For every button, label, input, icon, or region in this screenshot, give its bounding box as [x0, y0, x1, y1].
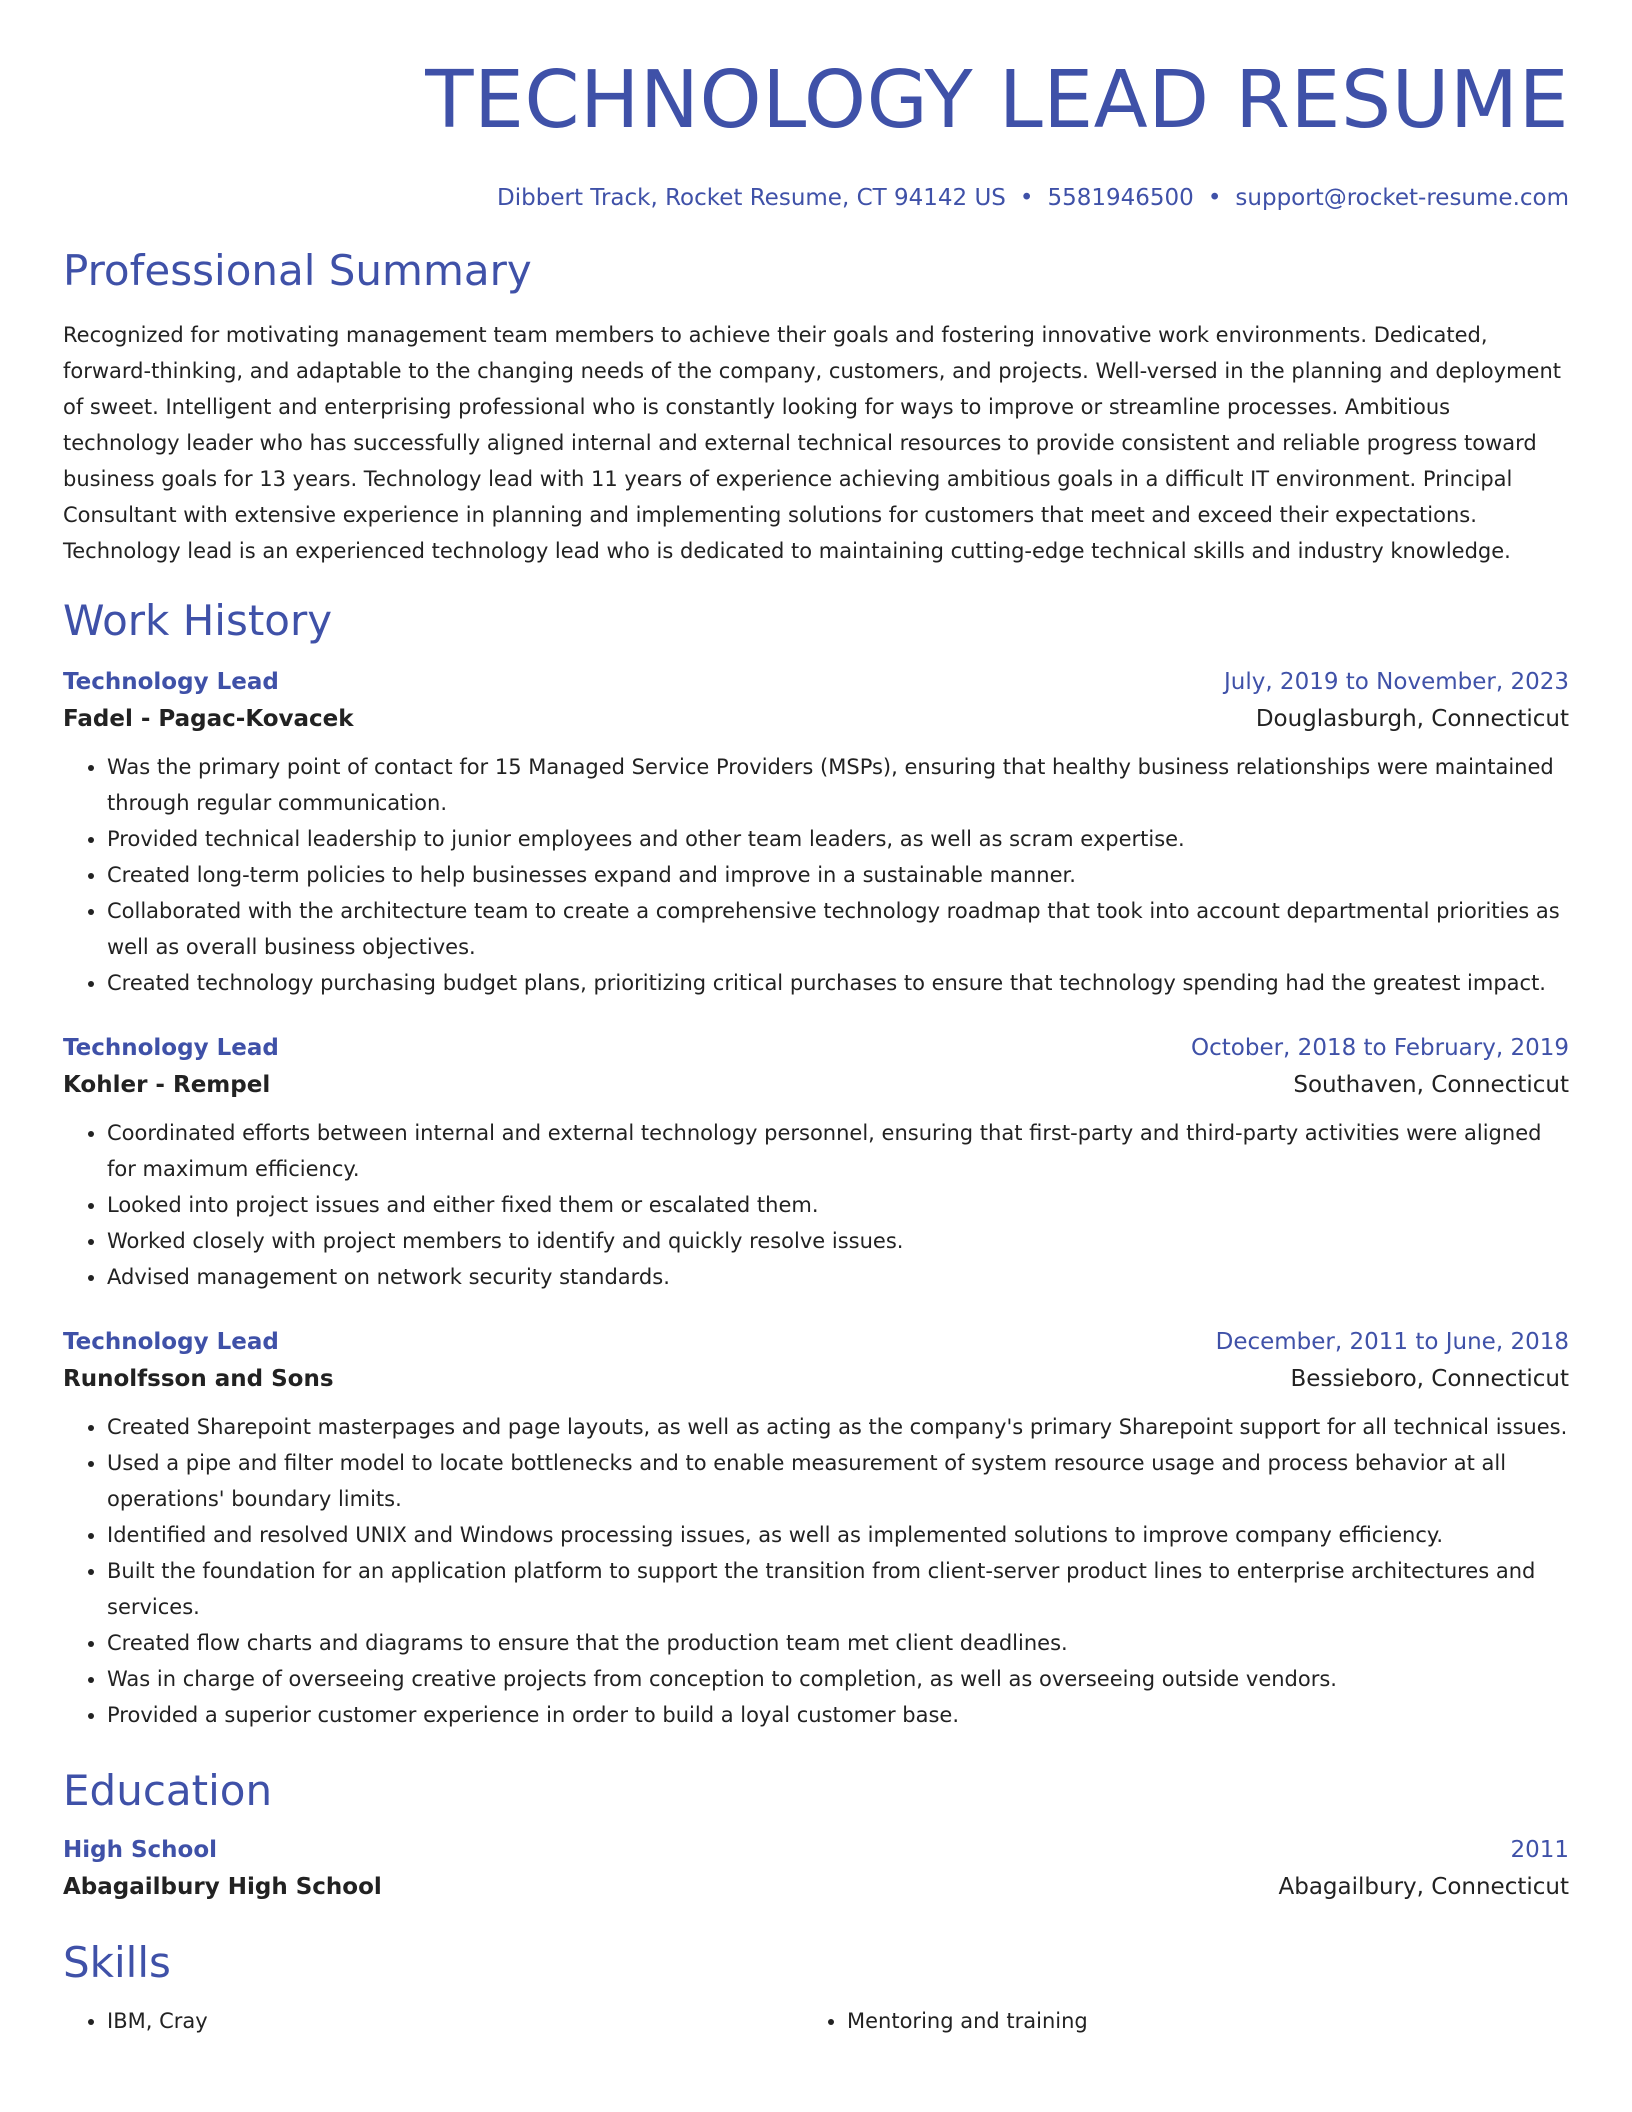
work-history-list: [63, 665, 1569, 1733]
work-history-heading: Work History: [63, 596, 333, 645]
skills-heading: Skills: [63, 1938, 171, 1987]
job-bullet: • Worked closely with project members to identify and quickly resolve issues.: [107, 1223, 1569, 1259]
job-title: Technology Lead: [63, 1329, 279, 1355]
education-year: 2011: [1510, 1837, 1569, 1863]
skills-list: [63, 2003, 1569, 2039]
job-bullet: • Provided technical leadership to junior employees and other team leaders, as well as scram expertise.: [107, 821, 1569, 857]
job-company: Fadel - Pagac-Kovacek: [63, 706, 354, 732]
contact-separator: •: [1019, 185, 1034, 211]
contact-separator: •: [1207, 185, 1222, 211]
job-bullet: • Coordinated efforts between internal and external technology personnel, ensuring that first-party and third-party activities were aligned for maximum efficiency.: [107, 1115, 1569, 1187]
job-location: Douglasburgh, Connecticut: [1255, 706, 1569, 732]
job-title: Technology Lead: [63, 669, 279, 695]
summary-heading: Professional Summary: [63, 246, 532, 295]
job-bullet: • Used a pipe and filter model to locate bottlenecks and to enable measurement of system resource usage and process behavior at all operations' boundary limits.: [107, 1445, 1569, 1517]
education-degree: High School: [63, 1837, 218, 1863]
contact-line: [63, 183, 1569, 213]
contact-email: support@rocket-resume.com: [1235, 185, 1569, 211]
job-bullet: • Collaborated with the architecture team to create a comprehensive technology roadmap that took into account departmental priorities as well as overall business objectives.: [107, 893, 1569, 965]
job-bullet-list: [63, 1115, 1569, 1295]
job-bullet: • Looked into project issues and either fixed them or escalated them.: [107, 1187, 1569, 1223]
job-bullet: • Created technology purchasing budget plans, prioritizing critical purchases to ensure that technology spending had the greatest impact.: [107, 965, 1569, 1001]
contact-phone: 5581946500: [1047, 185, 1194, 211]
job-bullet: • Created long-term policies to help businesses expand and improve in a sustainable manner.: [107, 857, 1569, 893]
resume-name: TECHNOLOGY LEAD RESUME: [425, 54, 1569, 146]
job-bullet-list: [63, 749, 1569, 1001]
job-bullet: • Created Sharepoint masterpages and page layouts, as well as acting as the company's primary Sharepoint support for all technical issues.: [107, 1409, 1569, 1445]
education-heading: Education: [63, 1766, 273, 1815]
job-title: Technology Lead: [63, 1035, 279, 1061]
job-bullet: • Provided a superior customer experience in order to build a loyal customer base.: [107, 1697, 1569, 1733]
job-company: Runolfsson and Sons: [63, 1366, 334, 1392]
skill-item: • Mentoring and training: [847, 2003, 1543, 2039]
job-bullet: • Was the primary point of contact for 15 Managed Service Providers (MSPs), ensuring that healthy business relationships were maintained through regular communication.: [107, 749, 1569, 821]
education-entry: [63, 1833, 1569, 1907]
job-company: Kohler - Rempel: [63, 1072, 271, 1098]
job-dates: December, 2011 to June, 2018: [1215, 1329, 1569, 1355]
job-dates: October, 2018 to February, 2019: [1191, 1035, 1569, 1061]
job-location: Bessieboro, Connecticut: [1290, 1366, 1569, 1392]
job-entry: [63, 1325, 1569, 1733]
job-entry: [63, 665, 1569, 1001]
job-dates: July, 2019 to November, 2023: [1223, 669, 1569, 695]
education-school: Abagailbury High School: [63, 1874, 382, 1900]
summary-text: Recognized for motivating management team members to achieve their goals and fostering innovative work environments. Dedicated, forward-thinking, and adaptable to the changing needs of the company, customers, and projects. Well-versed in the planning and deployment of sweet. Intelligent and enterprising professional who is constantly looking for ways to improve or streamline processes. Ambitious technology leader who has successfully aligned internal and external technical resources to provide consistent and reliable progress toward business goals for 13 years. Technology lead with 11 years of experience achieving ambitious goals in a difficult IT environment. Principal Consultant with extensive experience in planning and implementing solutions for customers that meet and exceed their expectations. Technology lead is an experienced technology lead who is dedicated to maintaining cutting-edge technical skills and industry knowledge.: [63, 323, 1561, 563]
education-location: Abagailbury, Connecticut: [1278, 1874, 1569, 1900]
skills-column-right: [803, 2003, 1543, 2039]
contact-address: Dibbert Track, Rocket Resume, CT 94142 US: [497, 185, 1006, 211]
job-location: Southaven, Connecticut: [1293, 1072, 1569, 1098]
job-bullet: • Identified and resolved UNIX and Windows processing issues, as well as implemented solutions to improve company efficiency.: [107, 1517, 1569, 1553]
job-bullet: • Advised management on network security standards.: [107, 1259, 1569, 1295]
skill-item: • IBM, Cray: [107, 2003, 803, 2039]
job-bullet: • Built the foundation for an application platform to support the transition from client-server product lines to enterprise architectures and services.: [107, 1553, 1569, 1625]
resume-header: [63, 55, 1569, 213]
skills-column-left: [63, 2003, 803, 2039]
job-bullet: • Was in charge of overseeing creative projects from conception to completion, as well as overseeing outside vendors.: [107, 1661, 1569, 1697]
job-bullet-list: [63, 1409, 1569, 1733]
job-bullet: • Created flow charts and diagrams to ensure that the production team met client deadlines.: [107, 1625, 1569, 1661]
job-entry: [63, 1031, 1569, 1295]
